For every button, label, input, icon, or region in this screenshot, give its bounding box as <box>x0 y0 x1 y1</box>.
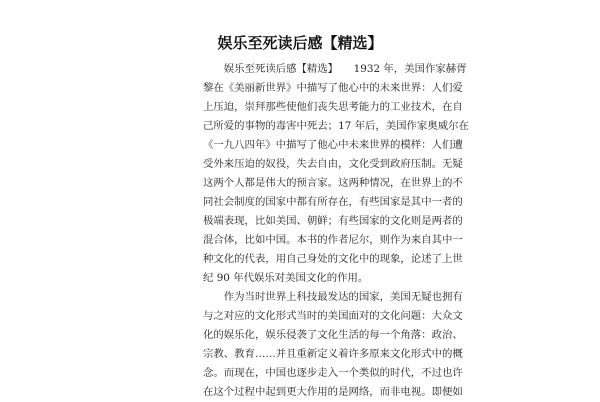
text-line: 同社会制度的国家中都有所存在，有些国家是其中一者的 <box>203 196 463 208</box>
text-line: 上压迫，崇拜那些使他们丧失思考能力的工业技术，在自 <box>203 101 463 113</box>
text-line: 己所爱的事物的毒害中死去；17 年后，美国作家奥威尔在 <box>203 120 469 132</box>
text-line: 与之对应的文化形式当时的美国面对的文化问题：大众文 <box>203 310 463 322</box>
text-line: 黎在《美丽新世界》中描写了他心中的未来世界：人们爱 <box>203 82 463 94</box>
text-line: 极端表现，比如美国、朝鲜；有些国家的文化则是两者的 <box>203 215 463 227</box>
text-line: 《一九八四年》中描写了他心中未来世界的模样：人们遭 <box>203 139 463 151</box>
text-line: 混合体，比如中国。本书的作者尼尔，则作为来自其中一 <box>203 234 463 246</box>
text-line: 化的娱乐化，娱乐侵袭了文化生活的每一个角落：政治、 <box>203 329 463 341</box>
text-line: 在这个过程中起到更大作用的是网络，而非电视。即便如 <box>203 386 463 398</box>
text-line: 纪 90 年代娱乐对美国文化的作用。 <box>203 272 369 284</box>
text-line: 种文化的代表，用自己身处的文化中的现象，论述了上世 <box>203 253 463 265</box>
text-line: 作为当时世界上科技最发达的国家，美国无疑也拥有 <box>203 291 463 303</box>
document-title: 娱乐至死读后感【精选】 <box>217 34 383 52</box>
text-line: 娱乐至死读后感【精选】 1932 年，美国作家赫胥 <box>203 63 467 75</box>
text-line: 这两个人都是伟大的预言家。这两种情况，在世界上的不 <box>203 177 463 189</box>
text-line: 受外来压迫的奴役，失去自由，文化受到政府压制。无疑 <box>203 158 463 170</box>
text-line: 宗教、教育……并且重新定义着许多原来文化形式中的概 <box>203 348 463 360</box>
text-line: 念。而现在，中国也逐步走入一个类似的时代，不过也许 <box>203 367 463 379</box>
